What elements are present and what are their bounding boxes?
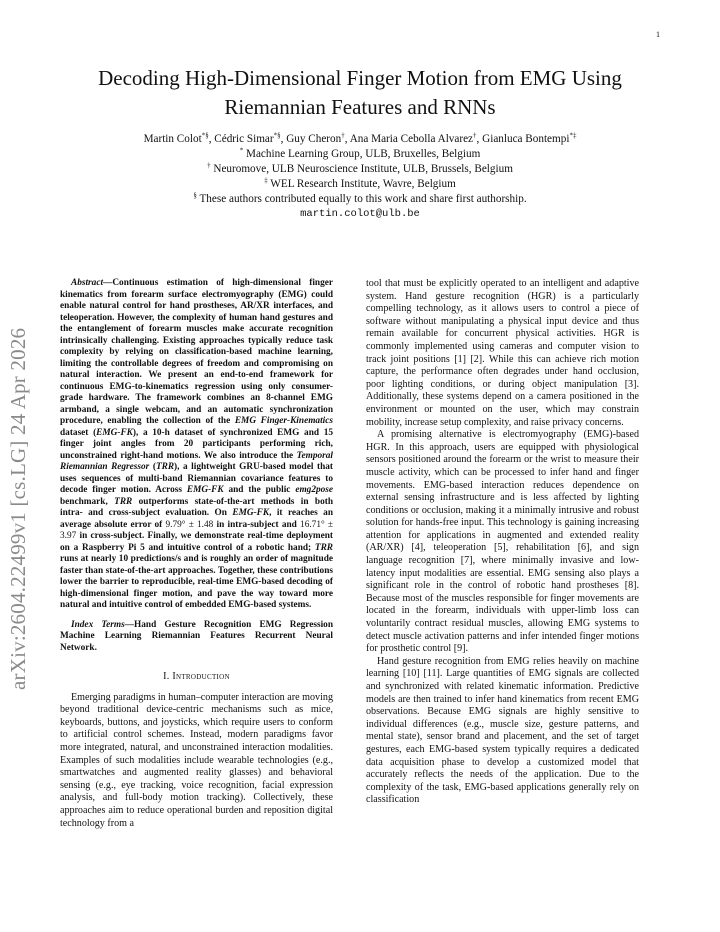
affiliation-line [60, 192, 660, 207]
author-mark: *‡ [569, 131, 577, 140]
arxiv-stamp: arXiv:2604.22499v1 [cs.LG] 24 Apr 2026 [6, 327, 30, 690]
dataset-abbr: EMG-FK [232, 508, 270, 518]
abstract-text: Continuous estimation of high-dimensional finger kinematics from forearm surface electromyography (EMG) could enable natural control for hand prostheses, AR/XR interfaces, and teleoperation. However, the complexity of human hand gestures and the entanglement of forearm muscles make accurate recognition intrinsically challenging. Existing approaches typically reduce task complexity by relying on classification-based machine learning, limiting the controllable degrees of freedom and compromising on natural interaction. We present an end-to-end framework for continuous EMG-to-kinematics regression using only consumer-grade hardware. The framework combines an 8-channel EMG armband, a single webcam, and an automatic synchronization procedure, enabling the collection of the [60, 278, 333, 426]
affiliation-text: WEL Research Institute, Wavre, Belgium [270, 178, 456, 190]
author-name: Guy Cheron [286, 133, 342, 145]
section-numeral: I. [163, 671, 170, 682]
affiliation-mark: § [193, 191, 197, 200]
affiliation-text: Neuromove, ULB Neuroscience Institute, ULB, Brussels, Belgium [213, 163, 513, 175]
authors-line: Martin Colot*§, Cédric Simar*§, Guy Cheron†, Ana Maria Cebolla Alvarez†, Gianluca Bontempi*‡ [143, 131, 577, 145]
abstract-dash: — [103, 278, 113, 288]
author-name: Cédric Simar [214, 133, 274, 145]
author-name: Martin Colot [143, 133, 202, 145]
abstract-text: ), a 10-h dataset of synchronized EMG and 15 finger joint angles from 20 participants performing rich, unconstrained right-hand motions. We also introduce the [60, 427, 333, 461]
index-terms-dash: — [124, 619, 135, 630]
affiliation-line [60, 162, 660, 177]
intro-paragraph: A promising alternative is electromyography (EMG)-based HGR. In this approach, users are equipped with physiological sensors positioned around the forearm or the wrist to measure their muscle activity, which can be processed to infer hand and finger movements. EMG-based interaction reduces dependence on external sensing infrastructure and is less affected by lighting conditions or occlusion, making it a minimally intrusive and robust solution for hands-free input. This technology is gaining increasing attention for applications in augmented and extended reality (AR/XR) [4], teleoperation [5], rehabilitation [6], and sign language recognition [7], where minimally invasive and low-latency input modalities are essential. EMG sensing also plays a significant role in the control of robotic hand prostheses [8]. Because most of the muscles responsible for finger movements are located in the forearm, individuals with upper-limb loss can voluntarily contract residual muscles, allowing EMG systems to detect muscle activation patterns and infer intended finger motions for prosthetic control [9]. [366, 429, 639, 655]
index-terms [60, 620, 333, 655]
section-title: Introduction [172, 671, 230, 682]
abstract-text: ( [149, 462, 156, 472]
author-mark: † [473, 131, 477, 140]
author-mark: *§ [273, 131, 281, 140]
abstract-text: ), a lightweight GRU-based model that uses sequences of multi-band Riemannian covariance features to decode finger motion. Across [60, 462, 333, 495]
dataset-abbr: EMG-FK [96, 427, 133, 438]
index-terms-text: Hand Gesture Recognition EMG Regression Machine Learning Riemannian Features Recurrent Neural Network. [60, 619, 333, 653]
intro-paragraph: Emerging paradigms in human–computer interaction are moving beyond traditional device-centric mechanisms such as mice, keyboards, buttons, and joysticks, which require users to conform to artificial control schemes. Instead, modern paradigms favor more integrated, natural, and unconstrained interaction modalities. Examples of such modalities include wearable technologies (e.g., smartwatches and augmented reality glasses) and behavioral sensing (e.g., eye tracking, voice recognition, facial expression analysis, and full-body motion tracking). Collectively, these approaches aim to reduce operational burden and reposition digital technology from a [60, 691, 333, 829]
abstract-text: in cross-subject. Finally, we demonstrate real-time deployment on a Raspberry Pi 5 and intuitive control of a robotic hand; [60, 531, 333, 553]
affiliation-text: Machine Learning Group, ULB, Bruxelles, Belgium [246, 148, 481, 160]
model-abbr: TRR [114, 496, 133, 507]
affiliation-text: These authors contributed equally to this work and share first authorship. [199, 193, 527, 205]
intro-paragraph: tool that must be explicitly operated to an intelligent and adaptive system. Hand gesture recognition (HGR) is a particularly compelling technology, as it allows users to control a piece of software without manipulating a physical input device and thus remain available for concurrent physical activities. HGR is commonly implemented using cameras and computer vision to track joint positions [1] [2]. While this can achieve rich motion capture, the performance often degrades under hand occlusion, poor lighting conditions, or during object manipulation [3]. Additionally, these systems depend on a camera positioned in the environment or mounted on the user, which may constrain mobility, increase setup complexity, and raise privacy concerns. [366, 278, 639, 428]
paper-title: Decoding High-Dimensional Finger Motion from EMG Using Riemannian Features and RNNs [98, 66, 622, 119]
affiliation-mark: * [239, 146, 244, 155]
page-number: 1 [656, 30, 660, 39]
author-name: Ana Maria Cebolla Alvarez [349, 133, 474, 145]
author-mark: *§ [201, 131, 209, 140]
dataset-abbr: emg2pose [295, 485, 334, 495]
abstract-label: Abstract [71, 278, 104, 288]
author-name: Gianluca Bontempi [482, 133, 570, 145]
abstract-text: and the public [223, 485, 296, 495]
abstract-text: benchmark, [60, 496, 115, 507]
abstract-text: , it reaches an average absolute error of [60, 508, 333, 530]
abstract-text: runs at nearly 10 predictions/s and is roughly an order of magnitude faster than state-of-the-art approaches. Together, these contributions lower the barrier to reproducible, real-time EMG-based decoding of high-dimensional finger motion, and pave the way toward more natural and intuitive control of embedded EMG-based systems. [60, 554, 333, 610]
left-column [60, 278, 333, 830]
error-value: 16.71° ± 3.97 [60, 519, 334, 541]
right-column [366, 278, 639, 807]
section-heading [60, 671, 333, 684]
model-abbr: TRR [155, 462, 175, 472]
intro-paragraph: Hand gesture recognition from EMG relies heavily on machine learning [10] [11]. Large quantities of EMG signals are collected and synchronized with related kinematic information. Predictive models are then trained to infer hand kinematics from recent EMG observations. Because EMG signals are highly sensitive to individual differences (e.g., muscle size, gesture patterns, and mental state), sensor brand and placement, and the set of target gestures, each EMG-based system typically requires a dedicated data acquisition phase to develop a customized model that accurately reflects the needs of the application. Due to the complexity of the task, EMG-based applications generally rely on classification [366, 655, 639, 806]
model-name: Temporal Riemannian Regressor [60, 450, 333, 472]
abstract-text: dataset ( [60, 427, 97, 438]
dataset-abbr: EMG-FK [186, 485, 224, 495]
abstract-text: in intra-subject and [213, 519, 301, 530]
author-block [60, 132, 660, 222]
abstract [60, 278, 333, 612]
author-mark: † [341, 131, 345, 140]
affiliation-mark: † [207, 161, 211, 170]
affiliation-mark: ‡ [264, 176, 268, 185]
index-terms-label: Index Terms [71, 619, 125, 630]
dataset-name: EMG Finger-Kinematics [234, 416, 333, 426]
author-email[interactable]: martin.colot@ulb.be [300, 208, 420, 220]
abstract-text: outperforms state-of-the-art methods in both intra- and cross-subject evaluation. On [60, 496, 333, 518]
model-abbr: TRR [314, 542, 333, 553]
affiliation-line [60, 147, 660, 162]
affiliation-line [60, 177, 660, 192]
error-value: 9.79° ± 1.48 [165, 519, 214, 530]
